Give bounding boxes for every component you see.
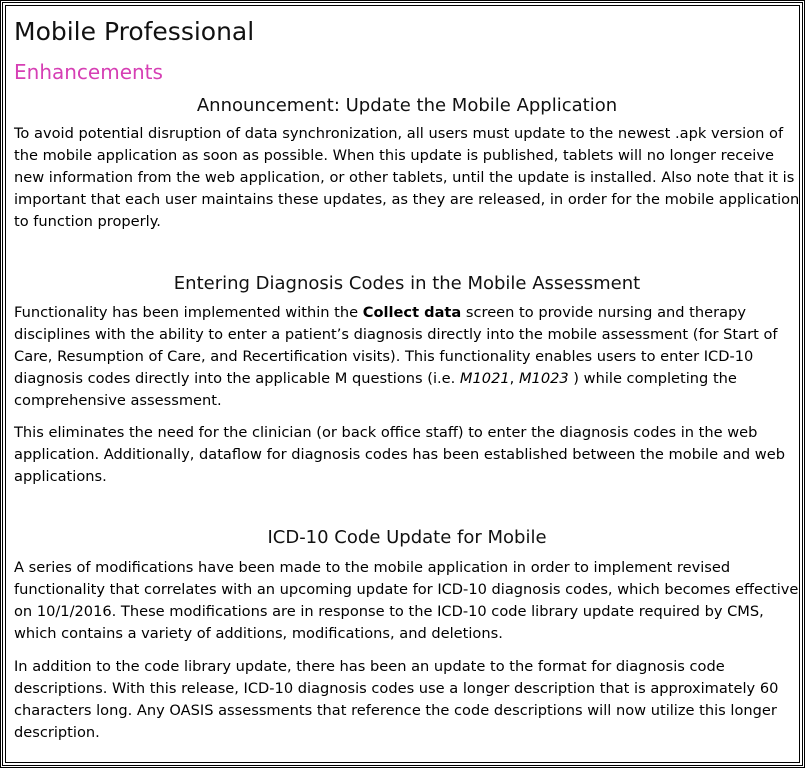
collect-data-screen-name: Collect data: [362, 304, 462, 321]
diagnosis-text-2: screen to provide nursing and therapy disciplines with the ability to enter a patient’s diagnosis directly into the mobile assessment (for Start of Care, Resumption of Care, and Recertification visits). This functionality enables users to enter ICD-10 diagnosis codes directly into the applicable M questions (i.e.: [14, 304, 778, 387]
announcement-heading: Announcement: Update the Mobile Application: [196, 95, 618, 116]
m1021-code: M1021: [459, 370, 510, 387]
document-content: [14, 16, 800, 744]
diagnosis-text-1: Functionality has been implemented within the: [14, 304, 363, 321]
page-title: Mobile Professional: [14, 17, 255, 46]
diagnosis-heading: Entering Diagnosis Codes in the Mobile Assessment: [173, 273, 641, 294]
section-heading: Enhancements: [14, 60, 163, 84]
m1023-code: M1023: [518, 370, 569, 387]
diagnosis-text-comma: ,: [509, 370, 519, 387]
icd10-heading: ICD-10 Code Update for Mobile: [267, 527, 547, 548]
icd10-paragraph-2: In addition to the code library update, there has been an update to the format for diagnosis code descriptions. With this release, ICD-10 diagnosis codes use a longer description that is approximately 60 characters long. Any OASIS assessments that reference the code descriptions will now utilize this longer description.: [14, 658, 779, 741]
diagnosis-paragraph-2: This eliminates the need for the clinician (or back office staff) to enter the diagnosis codes in the web application. Additionally, dataflow for diagnosis codes has been established between the mobile and web applications.: [14, 424, 785, 485]
icd10-paragraph-1: A series of modifications have been made to the mobile application in order to implement revised functionality that correlates with an upcoming update for ICD-10 diagnosis codes, which becomes effective on 10/1/2016. These modifications are in response to the ICD-10 code library update required by CMS, which contains a variety of additions, modifications, and deletions.: [14, 559, 799, 642]
diagnosis-paragraph-1: [14, 302, 800, 412]
announcement-body: To avoid potential disruption of data synchronization, all users must update to the newest .apk version of the mobile application as soon as possible. When this update is published, tablets will no longer receive new information from the web application, or other tablets, until the update is installed. Also note that it is important that each user maintains these updates, as they are released, in order for the mobile application to function properly.: [14, 125, 800, 230]
diagnosis-text-3: ) while completing the comprehensive assessment.: [14, 370, 737, 409]
